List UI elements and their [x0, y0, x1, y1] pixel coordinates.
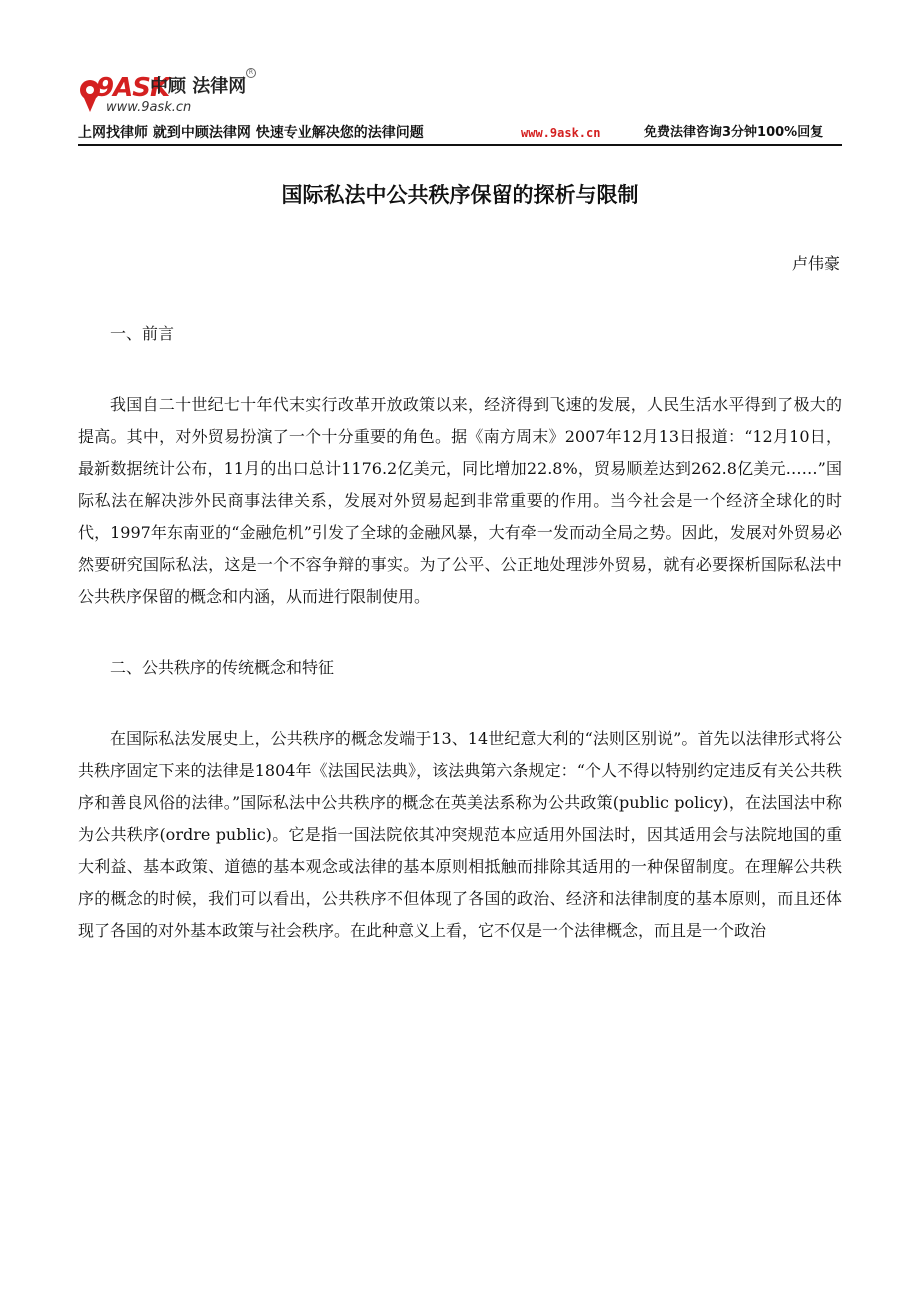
logo-url-text: www.9ask.cn: [106, 100, 192, 115]
logo-site-name: 中顾 法律网: [150, 76, 247, 97]
article-body: [78, 318, 842, 986]
registered-mark-icon: R: [246, 68, 256, 78]
article-author: 卢伟豪: [791, 254, 840, 273]
section-heading-preface: 一、前言: [110, 324, 175, 343]
site-header: [78, 70, 842, 150]
slogan-bar: [78, 122, 842, 146]
section-heading-public-order: 二、公共秩序的传统概念和特征: [110, 658, 335, 677]
slogan-text: 上网找律师 就到中顾法律网 快速专业解决您的法律问题: [78, 125, 424, 141]
paragraph-public-order: 在国际私法发展史上，公共秩序的概念发端于13、14世纪意大利的“法则区别说”。首先以法律形式将公共秩序固定下来的法律是1804年《法国民法典》，该法典第六条规定：“个人不得以特别约定违反有关公共秩序和善良风俗的法律。”国际私法中公共秩序的概念在英美法系称为公共政策(public policy)，在法国法中称为公共秩序(ordre public)。它是指一国法院依其冲突规范本应适用外国法时，因其适用会与法院地国的重大利益、基本政策、道德的基本观念或法律的基本原则相抵触而排除其适用的一种保留制度。在理解公共秩序的概念的时候，我们可以看出，公共秩序不但体现了各国的政治、经济和法律制度的基本原则，而且还体现了各国的对外基本政策与社会秩序。在此种意义上看，它不仅是一个法律概念，而且是一个政治: [78, 729, 842, 940]
logo-brand-text: 9ASK: [96, 73, 170, 103]
article-title: 国际私法中公共秩序保留的探析与限制: [281, 183, 639, 207]
site-logo[interactable]: [78, 70, 278, 118]
site-url-link[interactable]: www.9ask.cn: [521, 126, 601, 140]
paragraph-preface: 我国自二十世纪七十年代末实行改革开放政策以来，经济得到飞速的发展，人民生活水平得到了极大的提高。其中，对外贸易扮演了一个十分重要的角色。据《南方周末》2007年12月13日报道：“12月10日，最新数据统计公布，11月的出口总计1176.2亿美元，同比增加22.8%，贸易顺差达到262.8亿美元……”国际私法在解决涉外民商事法律关系，发展对外贸易起到非常重要的作用。当今社会是一个经济全球化的时代，1997年东南亚的“金融危机”引发了全球的金融风暴，大有牵一发而动全局之势。因此，发展对外贸易必然要研究国际私法，这是一个不容争辩的事实。为了公平、公正地处理涉外贸易，就有必要探析国际私法中公共秩序保留的概念和内涵，从而进行限制使用。: [78, 395, 842, 606]
free-consult-text: 免费法律咨询3分钟100%回复: [644, 125, 824, 140]
